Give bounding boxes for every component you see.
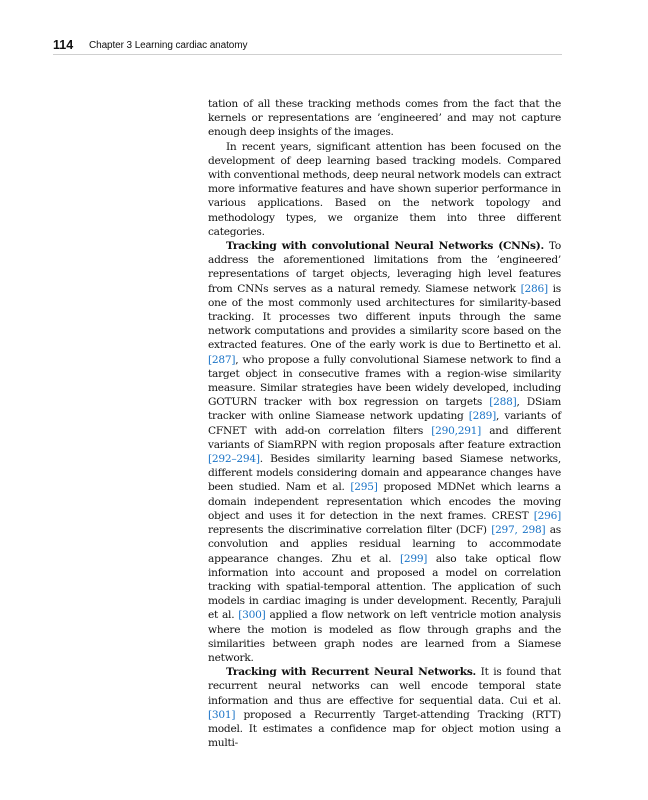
citation-link[interactable]: [301] <box>208 708 236 721</box>
text-run: proposed MDNet which learns a domain independent representation which encodes the moving object and uses it for detection in the next frames. CREST <box>208 481 561 522</box>
running-header <box>53 38 562 55</box>
page-number: 114 <box>53 38 74 52</box>
paragraph <box>208 665 561 750</box>
paragraph <box>208 97 561 140</box>
paragraph-run-in-heading: Tracking with convolutional Neural Networks (CNNs). <box>226 240 544 253</box>
body-text <box>208 97 561 750</box>
text-run: , variants of CFNET with add-on correlation filters <box>208 410 561 437</box>
text-run: proposed a Recurrently Target-attending Tracking (RTT) model. It estimates a confidence map for object motion using a multi- <box>208 708 561 750</box>
citation-link[interactable]: [297, 298] <box>491 524 546 537</box>
paragraph <box>208 239 561 665</box>
citation-link[interactable]: [286] <box>520 282 548 295</box>
paragraph <box>208 140 561 239</box>
text-run: In recent years, significant attention has been focused on the development of deep learning based tracking models. Compared with conventional methods, deep neural network models can extract more informative features and have shown superior performance in various applications. Based on the network topology and methodology types, we organize them into three different categories. <box>208 140 561 238</box>
chapter-title: Chapter 3 Learning cardiac anatomy <box>89 40 248 51</box>
citation-link[interactable]: [295] <box>350 481 378 494</box>
text-run: and different variants of SiamRPN with region proposals after feature extraction <box>208 424 561 451</box>
text-run: tation of all these tracking methods comes from the fact that the kernels or representations are ’engineered’ and may not capture enough deep insights of the images. <box>208 98 561 139</box>
text-run: as convolution and applies residual learning to accommodate appearance changes. Zhu et al. <box>208 524 561 565</box>
citation-link[interactable]: [288] <box>489 396 517 409</box>
text-run: , DSiam tracker with online Siamease network updating <box>208 396 561 423</box>
citation-link[interactable]: [296] <box>533 509 561 522</box>
citation-link[interactable]: [300] <box>238 609 266 622</box>
text-run: To address the aforementioned limitations from the ’engineered’ representations of target objects, leveraging high level features from CNNs serves as a natural remedy. Siamese network <box>208 240 561 295</box>
text-run: applied a flow network on left ventricle motion analysis where the motion is modeled as flow through graphs and the similarities between graph nodes are learned from a Siamese network. <box>208 609 561 664</box>
text-run: also take optical flow information into account and proposed a model on correlation tracking with spatial-temporal attention. The application of such models in cardiac imaging is under development. Recently, Parajuli et al. <box>208 552 562 622</box>
text-run: . Besides similarity learning based Siamese networks, different models considering domain and appearance changes have been studied. Nam et al. <box>208 453 561 494</box>
text-run: , who propose a fully convolutional Siamese network to find a target object in consecutive frames with a region-wise similarity measure. Similar strategies have been widely developed, including GOTURN tracker with box regression on targets <box>208 353 561 409</box>
citation-link[interactable]: [299] <box>399 552 428 565</box>
citation-link[interactable]: [292–294] <box>208 453 260 466</box>
citation-link[interactable]: [289] <box>468 410 497 423</box>
citation-link[interactable]: [290,291] <box>431 424 482 437</box>
text-run: represents the discriminative correlation filter (DCF) <box>208 524 492 537</box>
text-run: is one of the most commonly used architectures for similarity-based tracking. It processes two different inputs through the same network computations and provides a similarity score based on the extracted features. One of the early work is due to Bertinetto et al. <box>208 282 561 352</box>
text-run: It is found that recurrent neural networks can well encode temporal state information and thus are effective for sequential data. Cui et al. <box>208 666 561 707</box>
citation-link[interactable]: [287] <box>208 353 236 366</box>
paragraph-run-in-heading: Tracking with Recurrent Neural Networks. <box>226 666 476 679</box>
